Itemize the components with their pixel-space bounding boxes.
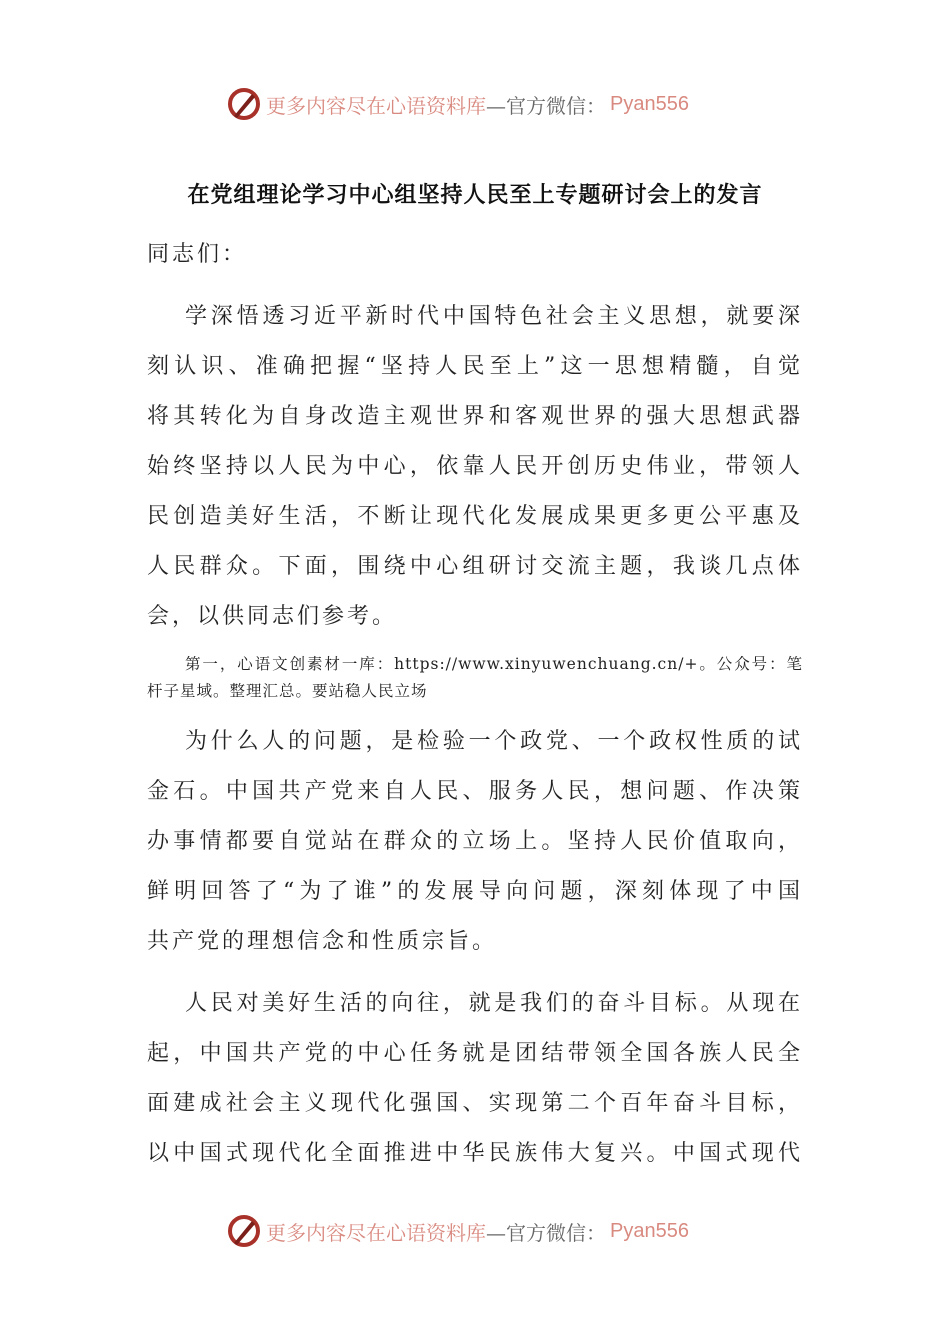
text-line: 将其转化为自身改造主观世界和客观世界的强大思想武器: [147, 404, 803, 429]
text-line: 起，中国共产党的中心任务就是团结带领全国各族人民全: [147, 1041, 803, 1066]
text-line: 共产党的理想信念和性质宗旨。: [147, 929, 498, 954]
text-line: 金石。中国共产党来自人民、服务人民，想问题、作决策: [147, 779, 803, 804]
banner-wechat-label: —官方微信：: [486, 1220, 606, 1245]
text-line: 办事情都要自觉站在群众的立场上。坚持人民价值取向，: [147, 829, 803, 854]
text-line: 始终坚持以人民为中心，依靠人民开创历史伟业，带领人: [147, 454, 803, 479]
text-line: 为什么人的问题，是检验一个政党、一个政权性质的试: [185, 729, 803, 754]
text-line: 刻认识、准确把握“坚持人民至上”这一思想精髓，自觉: [147, 354, 803, 379]
note-line: 杆子星域。整理汇总。要站稳人民立场: [147, 682, 428, 700]
paragraph-3: [147, 979, 803, 1179]
banner-wechat-id: Pyan556: [610, 1219, 689, 1242]
text-line: 人民群众。下面，围绕中心组研讨交流主题，我谈几点体: [147, 554, 803, 579]
text-line: 以中国式现代化全面推进中华民族伟大复兴。中国式现代: [147, 1141, 803, 1166]
text-line: 民创造美好生活，不断让现代化发展成果更多更公平惠及: [147, 504, 803, 529]
document-body: [147, 230, 803, 1179]
banner-wechat-id: Pyan556: [610, 92, 689, 115]
header-banner: [226, 84, 689, 124]
banner-text: 更多内容尽在心语资料库: [266, 93, 486, 118]
text-line: 面建成社会主义现代化强国、实现第二个百年奋斗目标，: [147, 1091, 803, 1116]
banner-wechat-label: —官方微信：: [486, 93, 606, 118]
text-line: 学深悟透习近平新时代中国特色社会主义思想，就要深: [185, 304, 803, 329]
note-line: 第一，心语文创素材一库：https://www.xinyuwenchuang.cn/+。公众号：笔: [185, 655, 803, 673]
text-line: 人民对美好生活的向往，就是我们的奋斗目标。从现在: [185, 991, 803, 1016]
paragraph-1: [147, 292, 803, 642]
text-line: 会，以供同志们参考。: [147, 604, 398, 629]
salutation: 同志们：: [147, 242, 248, 267]
footer-banner: [226, 1211, 689, 1251]
text-line: 鲜明回答了“为了谁”的发展导向问题，深刻体现了中国: [147, 879, 803, 904]
pen-logo-icon: [226, 86, 262, 122]
pen-logo-icon: [226, 1213, 262, 1249]
section-note: [147, 651, 803, 705]
document-title: 在党组理论学习中心组坚持人民至上专题研讨会上的发言: [187, 182, 763, 208]
paragraph-2: [147, 717, 803, 967]
banner-text: 更多内容尽在心语资料库: [266, 1220, 486, 1245]
